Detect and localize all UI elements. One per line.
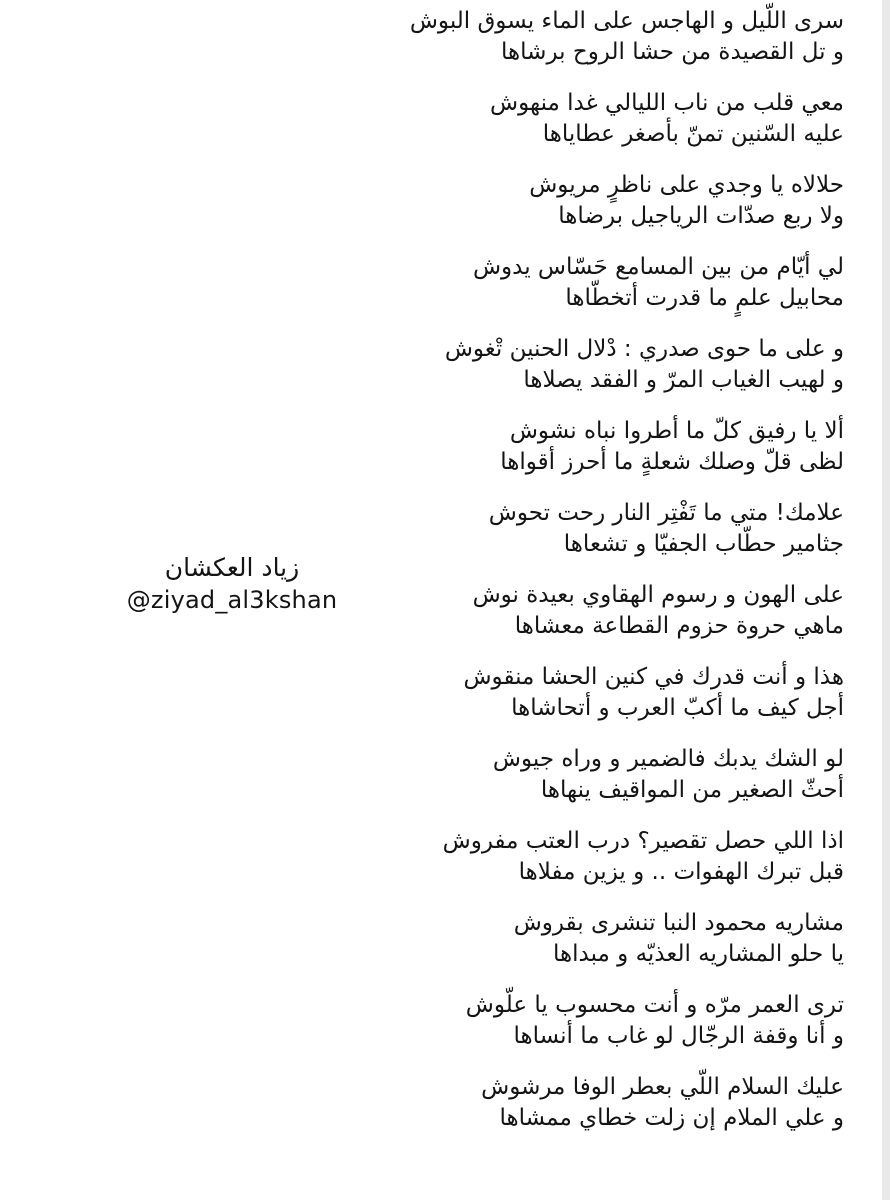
stanza bbox=[424, 416, 844, 498]
poem-line: مشاريه محمود النبا تنشرى بقروش bbox=[513, 910, 844, 936]
poem-line: لظى قلّ وصلك شعلةٍ ما أحرز أقواها bbox=[500, 449, 844, 475]
poem-line: علامك! متي ما تَفْتِر النار رحت تحوش bbox=[488, 500, 844, 526]
stanza bbox=[409, 6, 844, 88]
poem bbox=[409, 6, 844, 1154]
stanza bbox=[424, 88, 844, 170]
stanza bbox=[424, 334, 844, 416]
poem-line: عليك السلام اللّي بعطر الوفا مرشوش bbox=[481, 1074, 844, 1100]
stanza bbox=[424, 744, 844, 826]
stanza bbox=[424, 990, 844, 1072]
author-name: زياد العكشان bbox=[164, 553, 300, 582]
poem-line: عليه السّنين تمنّ بأصغر عطاياها bbox=[542, 121, 844, 147]
stanza bbox=[424, 580, 844, 662]
stanza bbox=[424, 1072, 844, 1154]
poem-line: ماهي حروة حزوم القطاعة معشاها bbox=[514, 613, 844, 639]
poem-line: و لهيب الغياب المرّ و الفقد يصلاها bbox=[523, 367, 844, 393]
stanza bbox=[424, 826, 844, 908]
author-signature bbox=[116, 551, 348, 617]
stanza bbox=[424, 498, 844, 580]
page-edge bbox=[882, 0, 890, 1200]
poem-line: قبل تبرك الهفوات .. و يزين مفلاها bbox=[518, 859, 844, 885]
poem-line: ولا ربع صدّات الرياجيل برضاها bbox=[558, 203, 844, 229]
poem-line: أحثّ الصغير من المواقيف ينهاها bbox=[540, 777, 844, 803]
poem-line: و علي الملام إن زلت خطاي ممشاها bbox=[499, 1105, 844, 1131]
poem-line: هذا و أنت قدرك في كنين الحشا منقوش bbox=[463, 664, 844, 690]
author-handle: @ziyad_al3kshan bbox=[126, 586, 338, 614]
poem-line: لي أيّام من بين المسامع حَسّاس يدوش bbox=[472, 254, 844, 280]
poem-line: و تل القصيدة من حشا الروح برشاها bbox=[501, 39, 844, 65]
stanza bbox=[424, 908, 844, 990]
poem-line: محابيل علمٍ ما قدرت أتخطّاها bbox=[565, 285, 844, 311]
poem-line: لو الشك يدبك فالضمير و وراه جيوش bbox=[492, 746, 844, 772]
poem-line: يا حلو المشاريه العذيّه و مبداها bbox=[552, 941, 844, 967]
poem-line: ألا يا رفيق كلّ ما أطروا نباه نشوش bbox=[509, 418, 844, 444]
poem-line: جثامير حطّاب الجفيّا و تشعاها bbox=[563, 531, 844, 557]
stanza bbox=[424, 662, 844, 744]
poem-line: معي قلب من ناب الليالي غدا منهوش bbox=[490, 90, 844, 116]
poem-line: سرى اللّيل و الهاجس على الماء يسوق البوش bbox=[409, 8, 844, 34]
poem-line: و على ما حوى صدري : دْلال الحنين تْغوش bbox=[444, 336, 844, 362]
poem-line: ترى العمر مرّه و أنت محسوب يا علّوش bbox=[465, 992, 844, 1018]
poem-line: و أنا وقفة الرجّال لو غاب ما أنساها bbox=[513, 1023, 844, 1049]
poem-line: حلالاه يا وجدي على ناظرٍ مريوش bbox=[529, 172, 844, 198]
poem-line: أجل كيف ما أكبّ العرب و أتحاشاها bbox=[511, 695, 844, 721]
poem-line: اذا اللي حصل تقصير؟ درب العتب مفروش bbox=[442, 828, 844, 854]
stanza bbox=[424, 170, 844, 252]
poem-line: على الهون و رسوم الهقاوي بعيدة نوش bbox=[472, 582, 844, 608]
stanza bbox=[424, 252, 844, 334]
